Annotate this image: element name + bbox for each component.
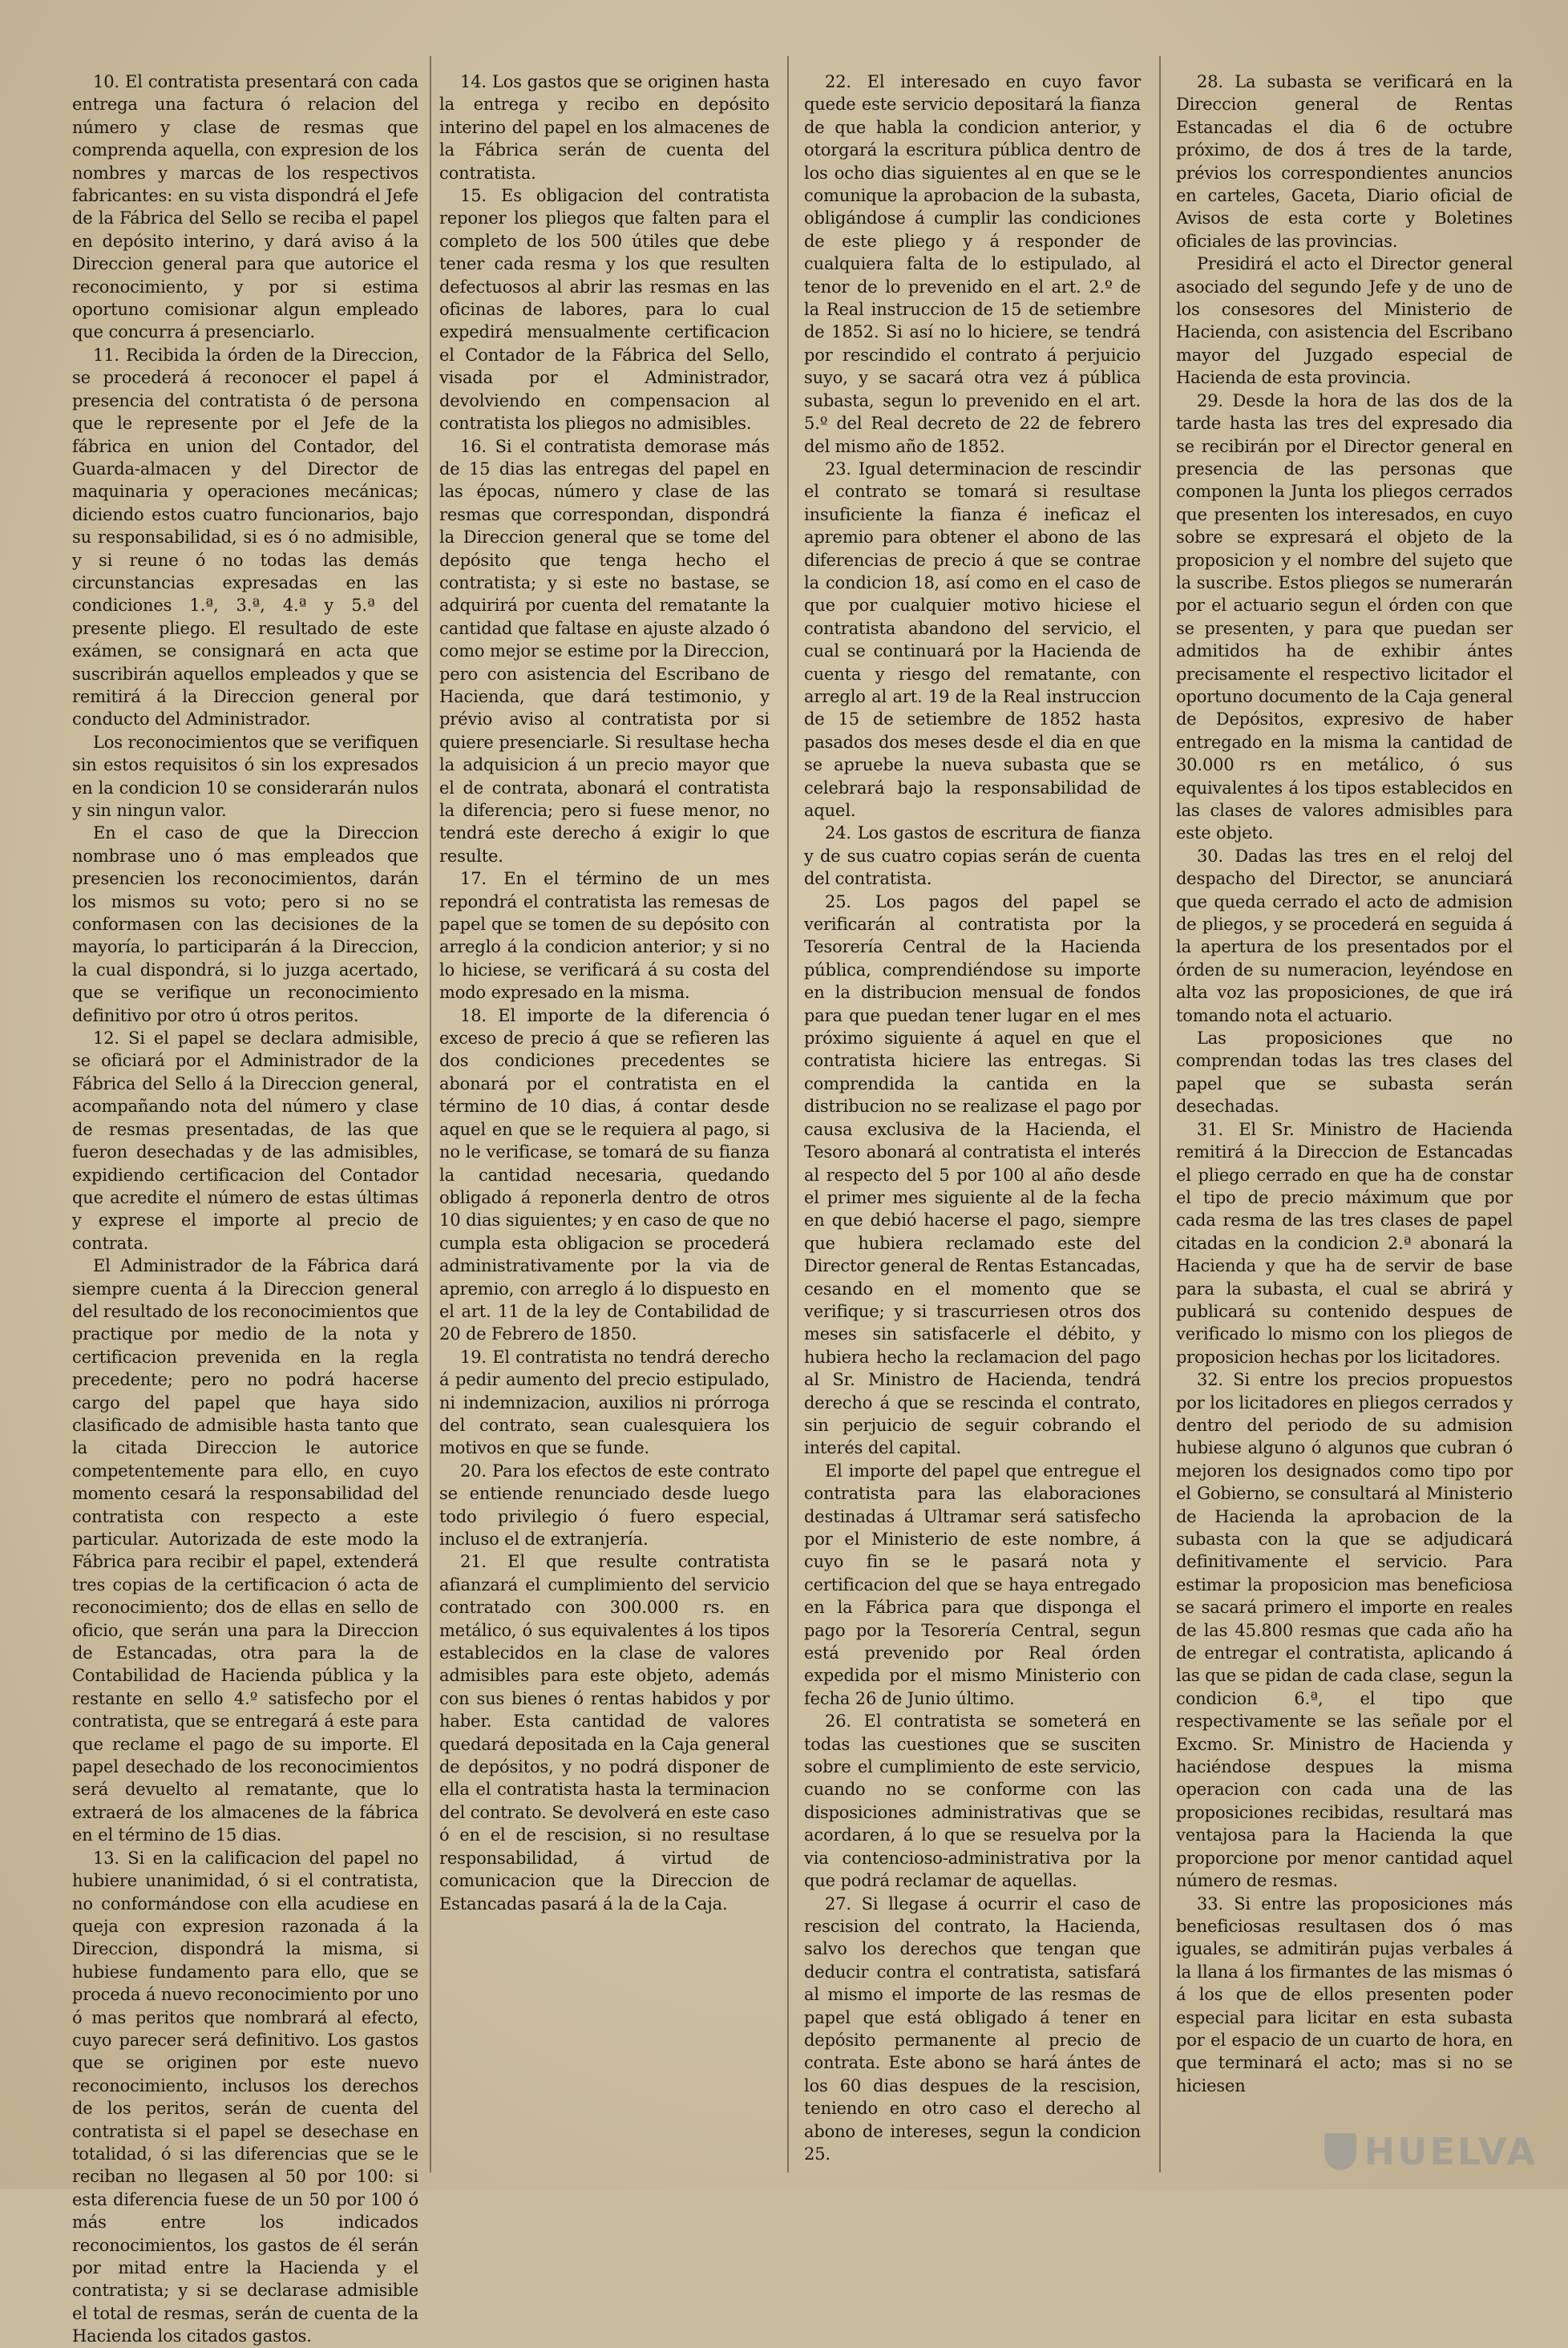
paragraph: El Administrador de la Fábrica dará siempre cuenta á la Direccion general del resultado de los reconocimientos que practique por medio de la nota y certificacion prevenida en la regla precedente; pero no podrá hacerse cargo del papel que haya sido clasificado de admisible hasta tanto que la citada Direccion le autorice competentemente para ello, en cuyo momento cesará la responsabilidad del contratista con respecto a este particular. Autorizada de este modo la Fábrica para recibir el papel, extenderá tres copias de la certificacion ó acta de reconocimiento; dos de ellas en sello de oficio, que serán una para la Direccion de Estancadas, otra para la de Contabilidad de Hacienda pública y la restante en sello 4.º satisfecho por el contratista, que se entregará á este para que reclame el pago de su importe. El papel desechado de los reconocimientos será devuelto al rematante, que lo extraerá de los almacenes de la fábrica en el término de 15 dias. — [72, 1256, 418, 1845]
paragraph: 18. El importe de la diferencia ó exceso de precio á que se refieren las dos condiciones precedentes se abonará por el contratista en el término de 10 dias, á contar desde aquel en que se le requiera al pago, si no le verificase, se tomará de su fianza la cantidad necesaria, quedando obligado á reponerla dentro de otros 10 dias siguientes; y en caso de que no cumpla esta obligacion se procederá administrativamente por la via de apremio, con arreglo á lo dispuesto en el art. 11 de la ley de Contabilidad de 20 de Febrero de 1850. — [439, 1005, 770, 1344]
paragraph: 15. Es obligacion del contratista reponer los pliegos que falten para el completo de los 500 útiles que debe tener cada resma y los que resulten defectuosos al abrir las resmas en las oficinas de labores, para lo cual expedirá mensualmente certificacion el Contador de la Fábrica del Sello, visada por el Administrador, devolviendo en compensacion al contratista los pliegos no admisibles. — [439, 186, 770, 434]
paragraph: El importe del papel que entregue el contratista para las elaboraciones destinadas á Ultramar será satisfecho por el Ministerio de este nombre, á cuyo fin se le pasará nota y certificacion del que se haya entregado en la Fábrica para que disponga el pago por la Tesorería Central, segun está prevenido por Real órden expedida por el mismo Ministerio con fecha 26 de Junio último. — [804, 1461, 1141, 1708]
column-rule — [787, 56, 789, 2172]
text-column-4 — [1176, 71, 1513, 2155]
paragraph: 29. Desde la hora de las dos de la tarde hasta las tres del expresado dia se recibirán por el Director general en presencia de las personas que componen la Junta los pliegos cerrados que presenten los interesados, en cuyo sobre se expresará el objeto de la proposicion y el nombre del sujeto que la suscribe. Estos pliegos se numerarán por el actuario segun el órden con que se presenten, y para que puedan ser admitidos ha de exhibir ántes precisamente el respectivo licitador el oportuno documento de la Caja general de Depósitos, expresivo de haber entregado en la misma la cantidad de 30.000 rs en metálico, ó sus equivalentes á los tipos establecidos en las clases de valores admisibles para este objeto. — [1176, 390, 1513, 843]
paragraph: 16. Si el contratista demorase más de 15 dias las entregas del papel en las épocas, número y clase de las resmas que correspondan, dispondrá la Direccion general que se tome del depósito que tenga hecho el contratista; y si este no bastase, se adquirirá por cuenta del rematante la cantidad que faltase en ajuste alzado ó como mejor se estime por la Direccion, pero con asistencia del Escribano de Hacienda, que dará testimonio, y prévio aviso al contratista por si quiere presenciarle. Si resultase hecha la adquisicion á un precio mayor que el de contrata, abonará el contratista la diferencia; pero si fuese menor, no tendrá este derecho á exigir lo que resulte. — [439, 436, 770, 866]
text-column-3 — [804, 71, 1141, 2164]
watermark-text: HUELVA — [1364, 2130, 1538, 2173]
paragraph: 33. Si entre las proposiciones más beneficiosas resultasen dos ó mas iguales, se admitirán pujas verbales á la llana á los firmantes de las mismas ó á los que de ellos presenten poder especial para licitar en esta subasta por el espacio de un cuarto de hora, en que terminará el acto; mas si no se hiciesen — [1176, 1893, 1513, 2095]
paragraph: En el caso de que la Direccion nombrase uno ó mas empleados que presencien los reconocimientos, darán los mismos su voto; pero si no se conformasen con las decisiones de la mayoría, lo participarán á la Direccion, la cual dispondrá, si lo juzga acertado, que se verifique un reconocimiento definitivo por otro ú otros peritos. — [72, 823, 418, 1025]
column-rule — [1159, 56, 1161, 2172]
paragraph: 22. El interesado en cuyo favor quede este servicio depositará la fianza de que habla la condicion anterior, y otorgará la escritura pública dentro de los ocho dias siguientes al en que se le comunique la aprobacion de la subasta, obligándose á cumplir las condiciones de este pliego y á responder de cualquiera falta de lo estipulado, al tenor de lo prevenido en el art. 2.º de la Real instruccion de 15 de setiembre de 1852. Si así no lo hiciere, se tendrá por rescindido el contrato á perjuicio suyo, y se sacará otra vez á pública subasta, segun lo prevenido en el art. 5.º del Real decreto de 22 de febrero del mismo año de 1852. — [804, 72, 1141, 456]
paragraph: 30. Dadas las tres en el reloj del despacho del Director, se anunciará que queda cerrado el acto de admision de pliegos, y se procederá en seguida á la apertura de los presentados por el órden de su numeracion, leyéndose en alta voz las proposiciones, de que irá tomando nota el actuario. — [1176, 846, 1513, 1025]
paragraph: 23. Igual determinacion de rescindir el contrato se tomará si resultase insuficiente la fianza é ineficaz el apremio para obtener el abono de las diferencias de precio á que se contrae la condicion 18, así como en el caso de que por cualquier motivo hiciese el contratista abandono del servicio, el cual se continuará por la Hacienda de cuenta y riesgo del rematante, con arreglo al art. 19 de la Real instruccion de 15 de setiembre de 1852 hasta pasados dos meses desde el dia en que se apruebe la nueva subasta que se celebrará bajo la responsabilidad de aquel. — [804, 459, 1141, 820]
paragraph: 27. Si llegase á ocurrir el caso de rescision del contrato, la Hacienda, salvo los derechos que tengan que deducir contra el contratista, satisfará al mismo el importe de las resmas de papel que está obligado á tener en depósito permanente al precio de contrata. Este abono se hará ántes de los 60 dias despues de la rescision, teniendo en otro caso el derecho al abono de intereses, segun la condicion 25. — [804, 1893, 1141, 2164]
paragraph: 25. Los pagos del papel se verificarán al contratista por la Tesorería Central de la Hacienda pública, comprendiéndose su importe en la distribucion mensual de fondos para que puedan tener lugar en el mes próximo siguiente á aquel en que el contratista hiciere las entregas. Si comprendida la cantida en la distribucion no se realizase el pago por causa exclusiva de la Hacienda, el Tesoro abonará al contratista el interés al respecto del 5 por 100 al año desde el primer mes siguiente al de la fecha en que debió hacerse el pago, siempre que hubiera reclamado este del Director general de Rentas Estancadas, cesando en el momento que se verifique; y si trascurriesen otros dos meses sin satisfacerle el débito, y hubiera hecho la reclamacion del pago al Sr. Ministro de Hacienda, tendrá derecho á que se rescinda el contrato, sin perjuicio de seguir cobrando el interés del capital. — [804, 891, 1141, 1458]
paragraph: 12. Si el papel se declara admisible, se oficiará por el Administrador de la Fábrica del Sello á la Direccion general, acompañando nota del número y clase de resmas presentadas, de las que fueron desechadas y de las admisibles, expidiendo certificacion del Contador que acredite el número de estas últimas y exprese el importe al precio de contrata. — [72, 1029, 418, 1253]
paragraph: 28. La subasta se verificará en la Direccion general de Rentas Estancadas el dia 6 de octubre próximo, de dos á tres de la tarde, prévios los correspondientes anuncios en carteles, Gaceta, Diario oficial de Avisos de esta corte y Boletines oficiales de las provincias. — [1176, 72, 1513, 251]
text-column-1 — [72, 71, 418, 2346]
paragraph: 14. Los gastos que se originen hasta la entrega y recibo en depósito interino del papel en los almacenes de la Fábrica serán de cuenta del contratista. — [439, 72, 770, 183]
text-column-2 — [439, 71, 770, 2155]
paragraph: 11. Recibida la órden de la Direccion, se procederá á reconocer el papel á presencia del contratista ó de persona que le represente por el Jefe de la fábrica en union del Contador, del Guarda-almacen y del Director de maquinaria y operaciones mecánicas; diciendo estos cuatro funcionarios, bajo su responsabilidad, si es ó no admisible, y si reune ó no todas las demás circunstancias expresadas en las condiciones 1.ª, 3.ª, 4.ª y 5.ª del presente pliego. El resultado de este exámen, se consignará en acta que suscribirán aquellos empleados y que se remitirá á la Direccion general por conducto del Administrador. — [72, 345, 418, 729]
paragraph: 21. El que resulte contratista afianzará el cumplimiento del servicio contratado con 300.000 rs. en metálico, ó sus equivalentes á los tipos establecidos en la clase de valores admisibles para este objeto, además con sus bienes ó rentas habidos y por haber. Esta cantidad de valores quedará depositada en la Caja general de depósitos, y no podrá disponer de ella el contratista hasta la terminacion del contrato. Se devolverá en este caso ó en el de rescision, si no resultase responsabilidad, á virtud de comunicacion que la Direccion de Estancadas pasará á la de la Caja. — [439, 1552, 770, 1914]
column-rule — [430, 56, 431, 2172]
paragraph: 32. Si entre los precios propuestos por los licitadores en pliegos cerrados y dentro del periodo de su admision hubiese alguno ó algunos que cubran ó mejoren los designados como tipo por el Gobierno, se consultará al Ministerio de Hacienda la aprobacion de la subasta con la que se adjudicará definitivamente el servicio. Para estimar la proposicion mas beneficiosa se sacará primero el importe en reales de las 45.800 resmas que cada año ha de entregar el contratista, aplicando á las que se pidan de cada clase, segun la condicion 6.ª, el tipo que respectivamente se las señale por el Excmo. Sr. Ministro de Hacienda y haciéndose despues la misma operacion con cada una de las proposiciones recibidas, resultará mas ventajosa para la Hacienda la que proporcione por menor cantidad aquel número de resmas. — [1176, 1370, 1513, 1891]
archive-watermark — [1324, 2130, 1538, 2173]
paragraph: 13. Si en la calificacion del papel no hubiere unanimidad, ó si el contratista, no conformándose con ella acudiese en queja con expresion razonada á la Direccion, dispondrá la misma, si hubiese fundamento para ello, que se proceda á nuevo reconocimiento por uno ó mas peritos que nombrará al efecto, cuyo parecer será definitivo. Los gastos que se originen por este nuevo reconocimiento, inclusos los derechos de los peritos, serán de cuenta del contratista si el papel se desechase en totalidad, ó si las diferencias que se le reciban no llegasen al 50 por 100: si esta diferencia fuese de un 50 por 100 ó más entre los indicados reconocimientos, los gastos de él serán por mitad entre la Hacienda y el contratista; y si se declarase admisible el total de resmas, serán de cuenta de la Hacienda los citados gastos. — [72, 1848, 418, 2346]
paragraph: 10. El contratista presentará con cada entrega una factura ó relacion del número y clase de resmas que comprenda aquella, con expresion de los nombres y marcas de los respectivos fabricantes: en su vista dispondrá el Jefe de la Fábrica del Sello se reciba el papel en depósito interino, y dará aviso á la Direccion general para que autorice el reconocimiento, y por si estima oportuno comisionar algun empleado que concurra á presenciarlo. — [72, 72, 418, 342]
paragraph: Los reconocimientos que se verifiquen sin estos requisitos ó sin los expresados en la condicion 10 se considerarán nulos y sin ningun valor. — [72, 732, 418, 820]
paragraph: 24. Los gastos de escritura de fianza y de sus cuatro copias serán de cuenta del contratista. — [804, 823, 1141, 889]
paragraph: Presidirá el acto el Director general asociado del segundo Jefe y de uno de los consesores del Ministerio de Hacienda, con asistencia del Escribano mayor del Juzgado especial de Hacienda de esta provincia. — [1176, 254, 1513, 388]
paragraph: Las proposiciones que no comprendan todas las tres clases del papel que se subasta serán desechadas. — [1176, 1029, 1513, 1117]
shield-icon — [1324, 2133, 1356, 2170]
paragraph: 19. El contratista no tendrá derecho á pedir aumento del precio estipulado, ni indemnizacion, auxilios ni prórroga del contrato, sean cualesquiera los motivos en que se funde. — [439, 1347, 770, 1458]
paragraph: 20. Para los efectos de este contrato se entiende renunciado desde luego todo privilegio ó fuero especial, incluso el de extranjería. — [439, 1461, 770, 1549]
paragraph: 17. En el término de un mes repondrá el contratista las remesas de papel que se tomen de su depósito con arreglo á la condicion anterior; y si no lo hiciese, se verificará á su costa del modo expresado en la misma. — [439, 869, 770, 1003]
paragraph: 26. El contratista se someterá en todas las cuestiones que se susciten sobre el cumplimiento de este servicio, cuando no se conforme con las disposiciones administrativas que se acordaren, á lo que se resuelva por la via contencioso-administrativa por la que podrá reclamar de aquellas. — [804, 1711, 1141, 1891]
paragraph: 31. El Sr. Ministro de Hacienda remitirá á la Direccion de Estancadas el pliego cerrado en que ha de constar el tipo de precio máximum que por cada resma de las tres clases de papel citadas en la condicion 2.ª abonará la Hacienda y que ha de servir de base para la subasta, el cual se abrirá y publicará su contenido despues de verificado lo mismo con los pliegos de proposicion hechas por los licitadores. — [1176, 1119, 1513, 1367]
